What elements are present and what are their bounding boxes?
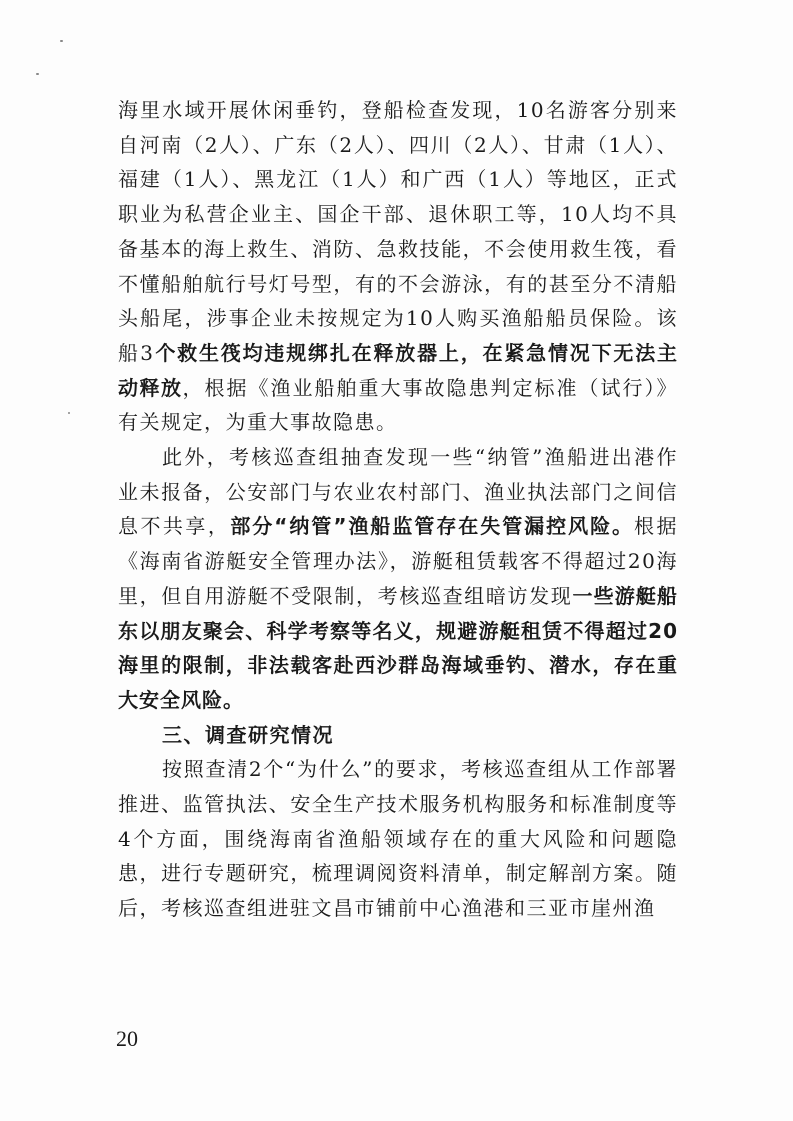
section-heading: 三、调查研究情况: [162, 722, 334, 747]
page-number: 20: [116, 1026, 138, 1051]
text-run-emphasis: 个救生筏均违规绑扎在释放器上，在紧急情况下无法主动释放: [118, 340, 679, 400]
scan-speck: [60, 40, 63, 42]
paragraph-3: [118, 752, 678, 926]
paragraph-2: [118, 440, 678, 718]
text-run-emphasis: 部分“纳管”渔船监管存在失管漏控风险。: [230, 514, 635, 539]
text-run: 按照查清2个“为什么”的要求，考核巡查组从工作部署推进、监管执法、安全生产技术服务机构服务和标准制度等4个方面，围绕海南省渔船领域存在的重大风险和问题隐患，进行专题研究，梳理调阅资料清单，制定解剖方案。随后，考核巡查组进驻文昌市铺前中心渔港和三亚市崖州渔: [118, 757, 678, 921]
paragraph-1: [118, 93, 678, 440]
scan-speck: [68, 412, 70, 414]
body-text: [118, 93, 678, 926]
text-run-emphasis: 一些游艇船东以朋友聚会、科学考察等名义，规避游艇租赁不得超过20海里的限制，非法载客赴西沙群岛海域垂钓、潜水，存在重大安全风险。: [118, 583, 679, 712]
text-run: ，根据《渔业船舶重大事故隐患判定标准（试行）》有关规定，为重大事故隐患。: [118, 375, 678, 435]
text-run: 根据《海南省游艇安全管理办法》，游艇租赁载客不得超过20海里，但自用游艇不受限制，考核巡查组暗访发现: [118, 514, 678, 608]
scan-speck: [36, 73, 39, 75]
text-run: 海里水域开展休闲垂钓，登船检查发现，10名游客分别来自河南（2人）、广东（2人）、四川（2人）、甘肃（1人）、福建（1人）、黑龙江（1人）和广西（1人）等地区，正式职业为私营企业主、国企干部、退休职工等，10人均不具备基本的海上救生、消防、急救技能，不会使用救生筏，看不懂船舶航行号灯号型，有的不会游泳，有的甚至分不清船头船尾，涉事企业未按规定为10人购买渔船船员保险。该船3: [118, 98, 678, 365]
text-run: 此外，考核巡查组抽查发现一些“纳管”渔船进出港作业未报备，公安部门与农业农村部门、渔业执法部门之间信息不共享，: [118, 445, 678, 539]
